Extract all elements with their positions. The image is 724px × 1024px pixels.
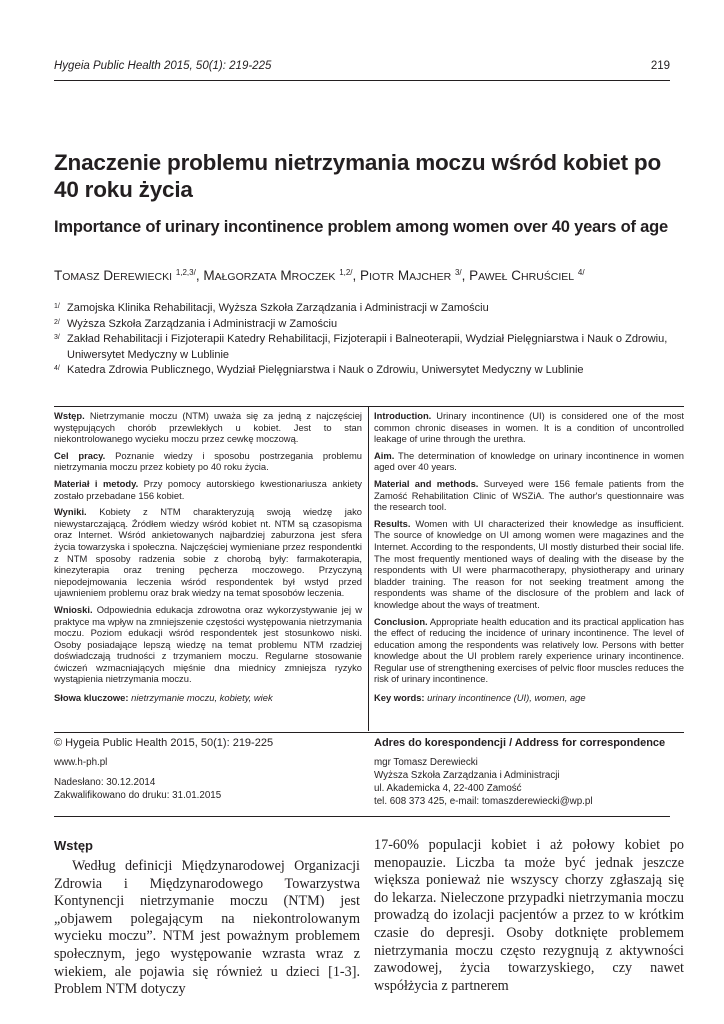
header-rule (54, 80, 670, 81)
correspondence-line: mgr Tomasz Derewiecki (374, 757, 478, 768)
abstract-paragraph: Material and methods. Surveyed were 156 female patients from the Zamość Rehabilitation Clinic of WSZiA. The author's questionnaire was the research tool. (374, 477, 684, 513)
accepted-date: Zakwalifikowano do druku: 31.01.2015 (54, 790, 222, 801)
correspondence-line: tel. 608 373 425, e-mail: tomaszderewiecki@wp.pl (374, 796, 593, 807)
author-list (54, 268, 684, 283)
page-number: 219 (650, 60, 670, 72)
correspondence-info (374, 737, 684, 808)
title-polish: Znaczenie problemu nietrzymania moczu wśród kobiet po 40 roku życia (54, 150, 662, 202)
abstract-paragraph: Materiał i metody. Przy pomocy autorskiego kwestionariusza ankiety zostało przebadane 156 kobiet. (54, 477, 362, 501)
abstract-paragraph: Wyniki. Kobiety z NTM charakteryzują swoją wiedzę jako niewystarczającą. Źródłem wiedzy wśród kobiet nt. NTM są czasopisma oraz Internet. Wśród ankietowanych najbardziej zaburzona jest sfera życia towarzyska i społeczna. Najczęściej wymieniane przez respondentki z NTM sposoby radzenia sobie z chorobą były: farmakoterapia, kinezyterapia oraz trening pęcherza moczowego. Przyczyną niepodejmowania leczenia wśród respondentek był wstyd przed ujawnieniem problemu oraz brak wiedzy na temat sposobów leczenia. (54, 506, 362, 599)
affiliations (54, 301, 694, 379)
abstract-paragraph: Introduction. Urinary incontinence (UI) is considered one of the most common chronic diseases in women. It is a condition of uncontrolled leakage of urine through the urethra. (374, 410, 684, 445)
author: PIOTR MAJCHER $^{3/}$, (360, 268, 470, 283)
body-text-left-column: Według definicji Międzynarodowej Organizacji Zdrowia i Międzynarodowego Towarzystwa Kontynencji nietrzymanie moczu (NTM) jest „objawem polegającym na niekontrolowanym wycieku moczu”. NTM jest poważnym problemem społecznym, jego występowanie wzrasta wraz z wiekiem, ale pojawia się również u dzieci [1-3]. Problem NTM dotyczy (54, 858, 360, 998)
abstract-paragraph: Conclusion. Appropriate health education and its practical application has the effect of reducing the incidence of urinary incontinence. The level of education among the respondents was relatively low. Persons with better knowledge about the UI problem rarely experience urinary incontinence. Regular use of strengthening exercises of pelvic floor muscles reduces the risk of urinary incontinence. (374, 615, 684, 685)
publication-info (54, 737, 354, 802)
section-rule (54, 816, 670, 817)
submitted-date: Nadesłano: 30.12.2014 (54, 777, 156, 788)
affiliation-item: 1/ Zamojska Klinika Rehabilitacji, Wyższa Szkoła Zarządzania i Administracji w Zamościu (54, 302, 489, 314)
author-affiliation-marker: 1,2,3/ (175, 268, 196, 277)
abstract-paragraph: Cel pracy. Poznanie wiedzy i sposobu postrzegania problemu nietrzymania moczu przez kobiety po 40 roku życia. (54, 449, 362, 473)
author: MAŁGORZATA MROCZEK $^{1,2/}$, (203, 268, 361, 283)
abstract-paragraph: Results. Women with UI characterized their knowledge as insufficient. The source of knowledge on UI among women were magazines and the Internet. According to the respondents, UI mostly disturbed their social life. The most frequently mentioned ways of dealing with the disease by the respondents with UI were pharmacotherapy, physiotherapy and urinary bladder training. The reason for not seeking treatment among the respondents was shame of the disclosure of the problem and lack of knowledge about the ways of treatment. (374, 517, 684, 610)
affiliation-item: 4/ Katedra Zdrowia Publicznego, Wydział Pielęgniarstwa i Nauk o Zdrowiu, Uniwersytet Medyczny w Lublinie (54, 364, 584, 376)
correspondence-line: ul. Akademicka 4, 22-400 Zamość (374, 783, 522, 794)
affiliation-item: 2/ Wyższa Szkoła Zarządzania i Administracji w Zamościu (54, 317, 338, 330)
author-affiliation-marker: 3/ (454, 268, 462, 277)
affiliation-item: 3/ Zakład Rehabilitacji i Fizjoterapii Katedry Rehabilitacji, Fizjoterapii i Balneoterapii, Wydział Pielęgniarstwa i Nauk o Zdrowiu, Uniwersytet Medyczny w Lublinie (54, 333, 668, 361)
author-affiliation-marker: 1,2/ (339, 268, 353, 277)
abstract-paragraph: Wstęp. Nietrzymanie moczu (NTM) uważa się za jedną z najczęściej występujących chorób przewlekłych u kobiet. Jest to stan niekontrolowanego wycieku moczu przez cewkę moczową. (54, 410, 362, 445)
author-affiliation-marker: 4/ (577, 268, 585, 277)
keywords-polish: Słowa kluczowe: nietrzymanie moczu, kobiety, wiek (54, 692, 273, 704)
section-heading: Wstęp (54, 838, 93, 853)
copyright-line: © Hygeia Public Health 2015, 50(1): 219-225 (54, 737, 274, 749)
abstract-divider (368, 406, 369, 731)
abstract-polish (54, 410, 362, 709)
abstract-paragraph: Aim. The determination of knowledge on urinary incontinence in women aged over 40 years. (374, 449, 684, 473)
author: PAWEŁ CHRUŚCIEL $^{4/}$ (469, 268, 585, 283)
keywords-english: Key words: urinary incontinence (UI), women, age (374, 692, 586, 704)
abstract-paragraph: Wnioski. Odpowiednia edukacja zdrowotna oraz wykorzystywanie jej w praktyce ma wpływ na zmniejszenie częstości występowania nietrzymania moczu. Poziom edukacji wśród respondentek jest stosunkowo niski. Osoby posiadające lepszą wiedzę na temat problemu NTM rzadziej doświadczają trudności z trzymaniem moczu. Regularne stosowanie ćwiczeń wzmacniających mięśnie dna miednicy zmniejsza ryzyko wystąpienia nietrzymania moczu. (54, 603, 362, 685)
correspondence-title: Adres do korespondencji / Address for correspondence (374, 737, 666, 749)
correspondence-line: Wyższa Szkoła Zarządzania i Administracji (374, 770, 560, 781)
title-english: Importance of urinary incontinence problem among women over 40 years of age (54, 218, 668, 236)
journal-header: Hygeia Public Health 2015, 50(1): 219-225 (54, 60, 272, 72)
body-text-right-column: 17-60% populacji kobiet i aż połowy kobiet po menopauzie. Liczba ta może być jednak jeszcze większa ponieważ nie wszyscy chorzy zgłaszają się do lekarza. Nieleczone przypadki nietrzymania moczu prowadzą do izolacji pacjentów a przez to w krótkim czasie do depresji. Osoby dotknięte problemem nietrzymania moczu często rezygnują z aktywności zawodowej, życia towarzyskiego, czy nawet współżycia z partnerem (374, 837, 684, 994)
abstract-english (374, 410, 684, 709)
author: TOMASZ DEREWIECKI $^{1,2,3/}$, (54, 268, 204, 283)
website-link[interactable]: www.h-ph.pl (54, 757, 108, 768)
